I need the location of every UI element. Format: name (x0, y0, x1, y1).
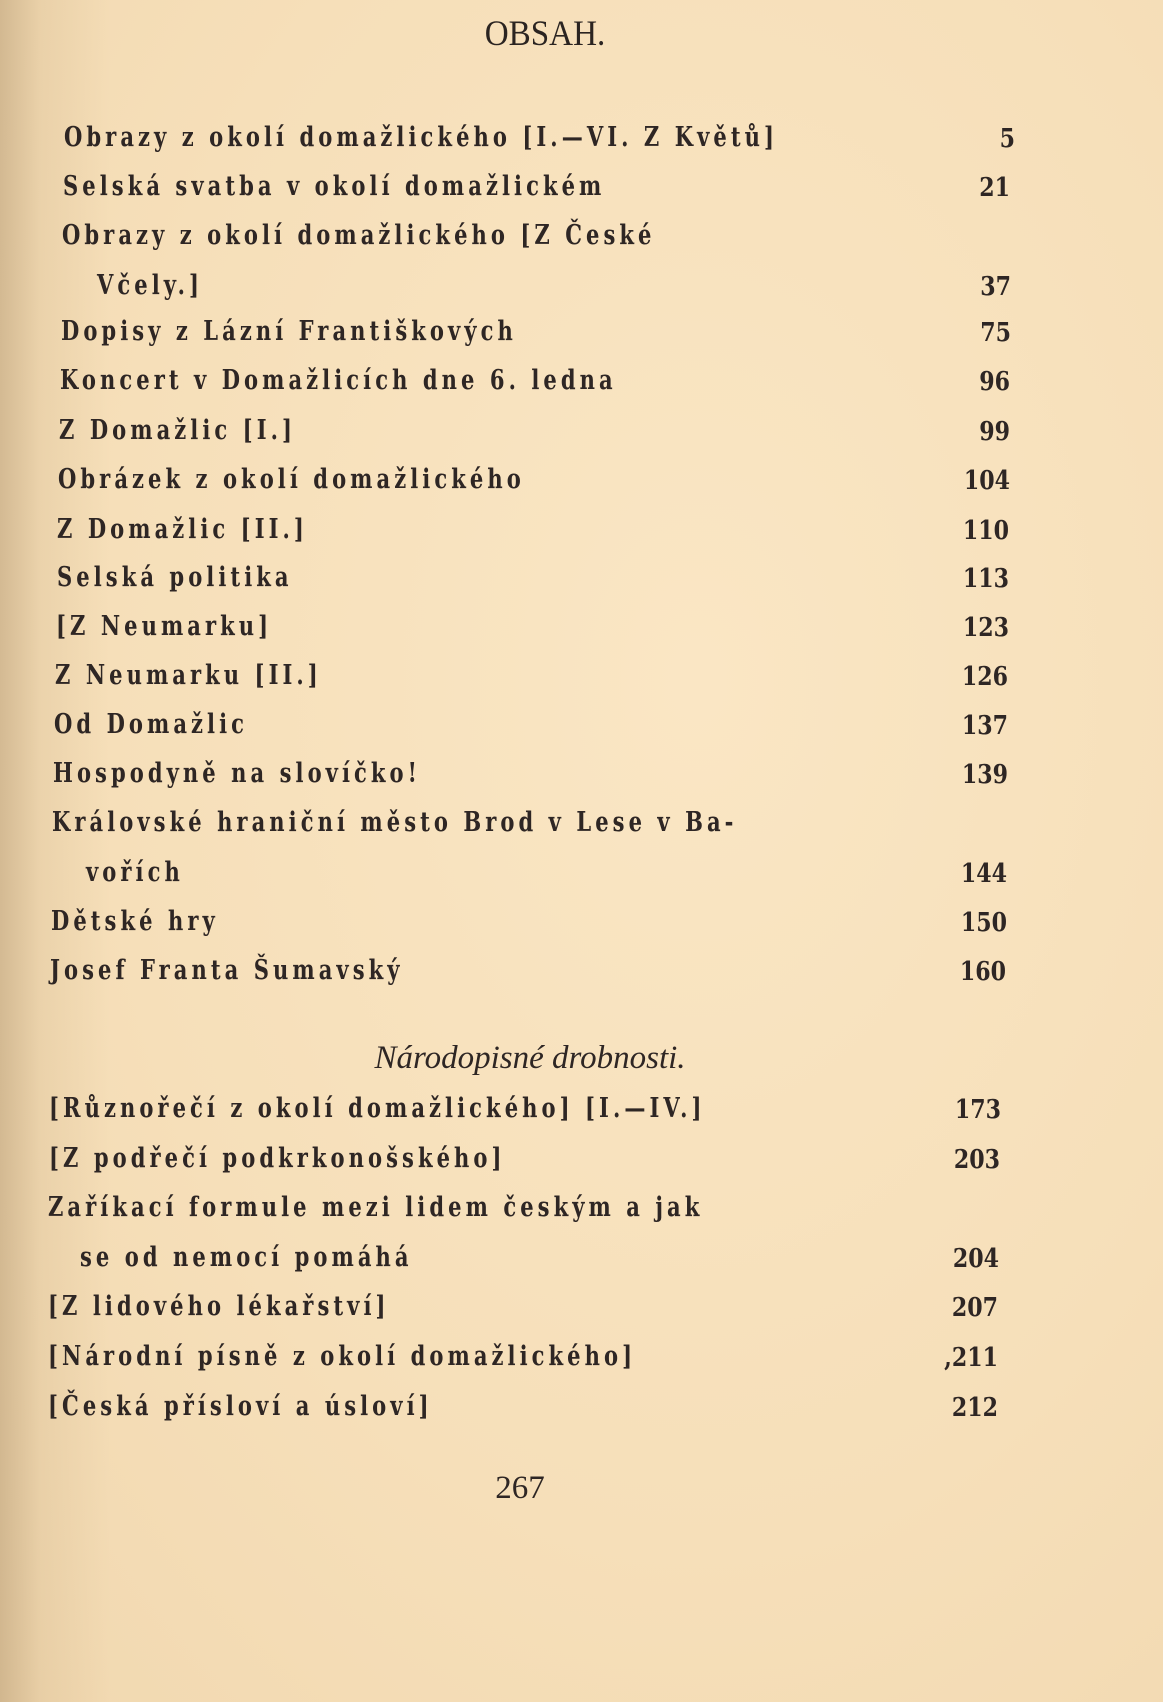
toc-entry (0, 1291, 1163, 1331)
toc-entry (0, 660, 1163, 700)
toc-entry-page: 113 (962, 564, 1009, 594)
toc-entry (0, 1391, 1163, 1431)
toc-entry-page: 212 (951, 1393, 998, 1423)
toc-entry-continuation (0, 270, 1163, 310)
toc-entry-page: ,211 (944, 1343, 998, 1373)
toc-entry-title: Selská politika (57, 562, 293, 593)
toc-entry (0, 316, 1163, 356)
toc-entry-title: [Z Neumarku] (56, 611, 273, 642)
toc-entry (0, 562, 1163, 602)
toc-entry-title: Dopisy z Lázní Františkových (61, 316, 517, 347)
toc-entry-page: 137 (961, 711, 1008, 741)
toc-entry-page: 203 (953, 1145, 1000, 1175)
toc-entry (0, 1192, 1163, 1232)
toc-entry-title: Z Domažlic [I.] (59, 415, 297, 446)
toc-entry-title: Hospodyně na slovíčko! (53, 758, 421, 789)
toc-entry-title: Obrázek z okolí domažlického (58, 464, 525, 495)
page-number: 267 (495, 1470, 545, 1506)
toc-entry-title: Koncert v Domažlicích dne 6. ledna (60, 365, 617, 396)
toc-entry-page: 21 (979, 173, 1010, 203)
toc-entry-title: [Česká přísloví a úsloví] (48, 1391, 433, 1422)
toc-entry (0, 611, 1163, 651)
toc-entry (0, 1093, 1163, 1133)
toc-entry (0, 709, 1163, 749)
toc-entry-title: [Z lidového lékařství] (48, 1291, 390, 1322)
toc-entry-title: [Národní písně z okolí domažlického] (48, 1341, 637, 1372)
toc-entry (0, 906, 1163, 946)
toc-entry-title: Dětské hry (51, 906, 219, 937)
toc-entry-title: Z Neumarku [II.] (55, 660, 322, 691)
toc-entry (0, 514, 1163, 554)
toc-entry-title: Z Domažlic [II.] (57, 514, 308, 545)
contents-title: OBSAH. (484, 13, 606, 53)
toc-entry-page: 160 (959, 957, 1006, 987)
toc-entry-page: 139 (961, 760, 1008, 790)
toc-entry (0, 955, 1163, 995)
toc-entry-title: Obrazy z okolí domažlického [Z České (62, 220, 656, 251)
toc-entry-title: Selská svatba v okolí domažlickém (63, 171, 606, 202)
toc-entry (0, 415, 1163, 455)
toc-entry-title: Od Domažlic (54, 709, 249, 740)
toc-entry (0, 220, 1163, 260)
toc-entry-title: Josef Franta Šumavský (50, 955, 404, 986)
toc-entry-title: Zaříkací formule mezi lidem českým a jak (48, 1192, 704, 1223)
toc-entry-page: 173 (954, 1095, 1001, 1125)
toc-entry (0, 1341, 1163, 1381)
toc-entry-page: 150 (960, 908, 1007, 938)
toc-entry-page: 5 (999, 124, 1015, 154)
toc-entry-page: 126 (961, 662, 1008, 692)
toc-entry-continuation (0, 857, 1163, 897)
toc-entry-page: 204 (952, 1244, 999, 1274)
toc-entry (0, 365, 1163, 405)
toc-entry-page: 110 (962, 516, 1009, 546)
toc-entry-title: vořích (86, 857, 184, 888)
toc-entry-page: 99 (979, 417, 1010, 447)
toc-entry-continuation (0, 1242, 1163, 1282)
toc-entry-page: 37 (980, 272, 1011, 302)
toc-entry (0, 171, 1163, 211)
toc-entry-title: Včely.] (97, 270, 204, 301)
toc-entry-page: 144 (960, 859, 1007, 889)
toc-entry-title: Obrazy z okolí domažlického [I.—VI. Z Květů] (64, 122, 779, 153)
toc-entry (0, 122, 1163, 162)
toc-entry-title: [Různořečí z okolí domažlického] [I.—IV.] (49, 1093, 706, 1124)
toc-entry-title: se od nemocí pomáhá (80, 1242, 413, 1273)
toc-entry (0, 464, 1163, 504)
toc-entry-page: 207 (951, 1293, 998, 1323)
toc-entry-page: 96 (979, 367, 1010, 397)
toc-entry (0, 1143, 1163, 1183)
toc-entry (0, 807, 1163, 847)
toc-entry-page: 123 (962, 613, 1009, 643)
toc-entry-page: 104 (963, 466, 1010, 496)
toc-entry-title: [Z podřečí podkrkonošského] (49, 1143, 506, 1174)
toc-entry-page: 75 (980, 318, 1011, 348)
section-heading: Národopisné drobnosti. (374, 1040, 686, 1076)
toc-entry-title: Královské hraniční město Brod v Lese v Ba- (52, 807, 738, 838)
toc-entry (0, 758, 1163, 798)
